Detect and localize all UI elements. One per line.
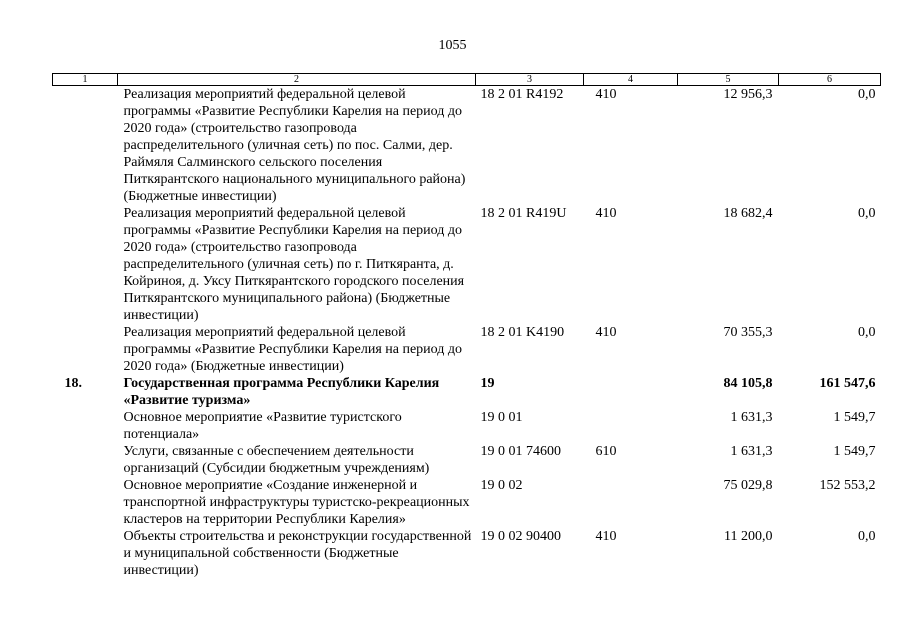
row-amount-1: 12 956,3 — [723, 87, 773, 102]
row-number — [53, 86, 118, 206]
table-row — [53, 86, 881, 206]
row-number — [53, 528, 118, 579]
table-row — [53, 324, 881, 375]
row-name: Реализация мероприятий федеральной целевой программы «Развитие Республики Карелия на период до 2020 года» (строительство газопровода распределительного (уличная сеть) по г. Питкяранта, д. Койриноя, д. Уксу Питкярантского городского поселения Питкярантского муниципального района) (Бюджетные инвестиции) — [123, 206, 465, 323]
column-header-1: 1 — [53, 74, 118, 86]
column-header-2: 2 — [118, 74, 476, 86]
row-expense-type: 410 — [595, 87, 617, 102]
row-name: Объекты строительства и реконструкции государственной и муниципальной собственности (Бюджетные инвестиции) — [123, 529, 472, 578]
table-row — [53, 528, 881, 579]
row-code: 19 0 02 90400 — [480, 529, 561, 544]
row-amount-1: 1 631,3 — [730, 410, 773, 425]
row-name: Реализация мероприятий федеральной целевой программы «Развитие Республики Карелия на период до 2020 года» (строительство газопровода распределительного (уличная сеть) по пос. Салми, дер. Раймяля Салминского сельского поселения Питкярантского национального муниципального района) (Бюджетные инвестиции) — [123, 87, 466, 204]
row-name: Реализация мероприятий федеральной целевой программы «Развитие Республики Карелия на период до 2020 года» (Бюджетные инвестиции) — [123, 325, 463, 374]
column-header-3: 3 — [476, 74, 584, 86]
row-amount-2: 152 553,2 — [819, 478, 876, 493]
row-amount-1: 84 105,8 — [723, 376, 773, 391]
page-number: 1055 — [438, 38, 467, 53]
row-amount-1: 11 200,0 — [724, 529, 773, 544]
table-row — [53, 409, 881, 443]
row-number — [53, 324, 118, 375]
row-code: 19 — [480, 376, 495, 391]
row-amount-2: 161 547,6 — [819, 376, 876, 391]
row-expense-type — [584, 477, 678, 528]
row-name: Основное мероприятие «Развитие туристского потенциала» — [123, 410, 402, 442]
table-row — [53, 477, 881, 528]
table-body — [53, 86, 881, 580]
column-header-4: 4 — [584, 74, 678, 86]
row-expense-type: 410 — [595, 529, 617, 544]
row-number — [53, 443, 118, 477]
row-amount-2: 0,0 — [858, 87, 876, 102]
table-row — [53, 443, 881, 477]
row-amount-1: 18 682,4 — [723, 206, 773, 221]
table-row — [53, 375, 881, 409]
row-code: 18 2 01 R4192 — [480, 87, 564, 102]
row-amount-1: 75 029,8 — [723, 478, 773, 493]
row-name: Государственная программа Республики Карелия «Развитие туризма» — [123, 376, 440, 408]
row-number — [53, 477, 118, 528]
row-expense-type: 610 — [595, 444, 617, 459]
row-number — [53, 409, 118, 443]
column-header-5: 5 — [678, 74, 779, 86]
row-expense-type: 410 — [595, 206, 617, 221]
row-name: Услуги, связанные с обеспечением деятельности организаций (Субсидии бюджетным учреждениям) — [123, 444, 430, 476]
row-name: Основное мероприятие «Создание инженерной и транспортной инфраструктуры туристско-рекреационных кластеров на территории Республики Карелия» — [123, 478, 470, 527]
row-amount-2: 1 549,7 — [833, 410, 876, 425]
row-amount-2: 1 549,7 — [833, 444, 876, 459]
row-number — [53, 205, 118, 324]
row-code: 18 2 01 K4190 — [480, 325, 565, 340]
row-code: 18 2 01 R419U — [480, 206, 567, 221]
table-row — [53, 205, 881, 324]
row-amount-2: 0,0 — [858, 325, 876, 340]
row-expense-type — [584, 375, 678, 409]
column-header-6: 6 — [779, 74, 881, 86]
row-expense-type: 410 — [595, 325, 617, 340]
row-amount-1: 70 355,3 — [723, 325, 773, 340]
row-expense-type — [584, 409, 678, 443]
row-amount-2: 0,0 — [858, 206, 876, 221]
row-code: 19 0 01 74600 — [480, 444, 561, 459]
row-amount-2: 0,0 — [858, 529, 876, 544]
row-code: 19 0 02 — [480, 478, 523, 493]
column-number-header-row — [53, 74, 881, 86]
row-number: 18. — [64, 376, 82, 391]
row-code: 19 0 01 — [480, 410, 523, 425]
row-amount-1: 1 631,3 — [730, 444, 773, 459]
budget-table — [52, 73, 881, 579]
